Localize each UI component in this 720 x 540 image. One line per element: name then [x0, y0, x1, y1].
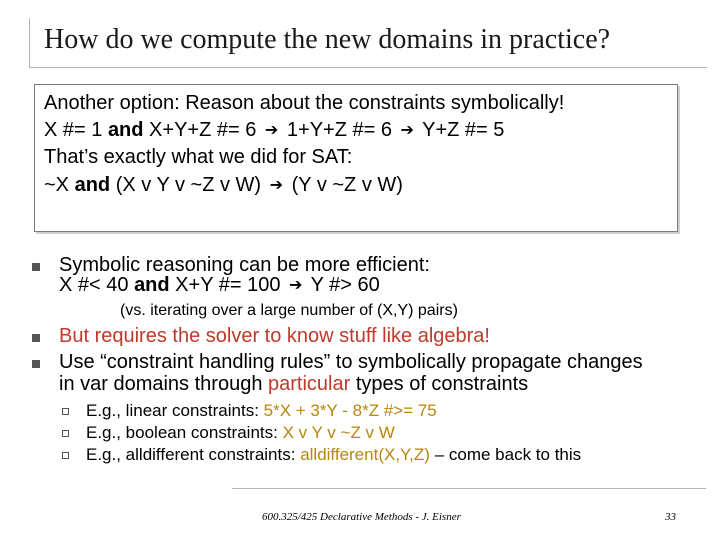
- box-line-3: That’s exactly what we did for SAT:: [44, 146, 353, 168]
- sub-bullet-1: [86, 401, 437, 421]
- box-line-1: Another option: Reason about the constraints symbolically!: [44, 92, 565, 114]
- right-arrow-icon: ➔: [269, 177, 284, 194]
- sub-bullet-3: [86, 445, 581, 465]
- title-rule-horizontal: [29, 67, 707, 68]
- box-line-4: [44, 174, 403, 198]
- expr-part: (Y v ~Z v W): [286, 174, 403, 196]
- right-arrow-icon: ➔: [264, 122, 279, 139]
- text-part: E.g., linear constraints:: [86, 401, 264, 420]
- square-bullet-icon: [32, 334, 40, 342]
- bullet-3-line-1: Use “constraint handling rules” to symbolically propagate changes: [59, 351, 643, 373]
- text-part: types of constraints: [350, 373, 529, 395]
- title-rule-vertical: [29, 18, 30, 68]
- text-part: E.g., alldifferent constraints:: [86, 445, 301, 464]
- expr-part: ~X: [44, 174, 75, 196]
- square-bullet-icon: [32, 360, 40, 368]
- hollow-square-bullet-icon: [62, 430, 69, 437]
- bullet-3-line-2: [59, 374, 528, 395]
- example-expression: 5*X + 3*Y - 8*Z #>= 75: [263, 401, 437, 420]
- footer-rule: [232, 488, 706, 489]
- text-part: E.g., boolean constraints:: [86, 423, 283, 442]
- example-expression: X v Y v ~Z v W: [282, 423, 395, 442]
- page-number: 33: [665, 511, 676, 523]
- slide-title: How do we compute the new domains in practice?: [44, 24, 611, 55]
- example-expression: alldifferent(X,Y,Z): [300, 445, 430, 464]
- expr-part: X+Y #= 100: [169, 274, 287, 296]
- expr-part: 1+Y+Z #= 6: [281, 119, 398, 141]
- expr-part: X+Y+Z #= 6: [143, 119, 262, 141]
- sub-bullet-2: [86, 423, 395, 443]
- expr-part: X #< 40: [59, 274, 135, 296]
- bullet-1-line-1: Symbolic reasoning can be more efficient:: [59, 254, 430, 276]
- square-bullet-icon: [32, 263, 40, 271]
- and-keyword: and: [74, 174, 111, 196]
- box-line-2: [44, 119, 504, 143]
- expr-part: X #= 1: [44, 119, 108, 141]
- expr-part: Y #> 60: [305, 274, 380, 296]
- hollow-square-bullet-icon: [62, 452, 69, 459]
- and-keyword: and: [134, 274, 170, 296]
- expr-part: Y+Z #= 5: [416, 119, 505, 141]
- footer-text: 600.325/425 Declarative Methods - J. Eisner: [262, 511, 461, 523]
- right-arrow-icon: ➔: [289, 277, 303, 294]
- bullet-1-note: (vs. iterating over a large number of (X,Y) pairs): [120, 302, 458, 319]
- bullet-1-line-2: [59, 275, 380, 297]
- text-part: in var domains through: [59, 373, 269, 395]
- right-arrow-icon: ➔: [400, 122, 414, 139]
- hollow-square-bullet-icon: [62, 408, 69, 415]
- and-keyword: and: [107, 119, 144, 141]
- text-part: – come back to this: [429, 445, 582, 464]
- expr-part: (X v Y v ~Z v W): [110, 174, 267, 196]
- bullet-2-line-1: But requires the solver to know stuff like algebra!: [59, 325, 490, 347]
- highlight-word: particular: [268, 373, 351, 395]
